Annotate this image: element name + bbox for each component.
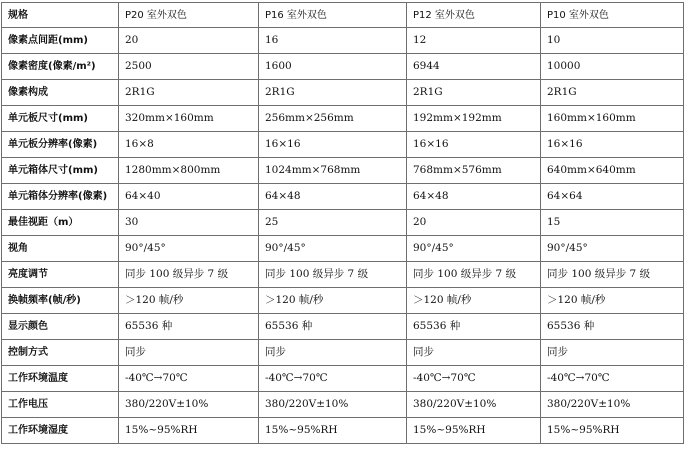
p16-value-cell: ＞120 帧/秒 [259,288,407,314]
p20-value-cell: 2500 [119,54,259,80]
p16-value-cell: 90°/45° [259,236,407,262]
p20-value-cell: 64×40 [119,184,259,210]
p12-value-cell: ＞120 帧/秒 [407,288,541,314]
p12-value-cell: 12 [407,28,541,54]
p10-value-cell: 同步 100 级异步 7 级 [541,262,684,288]
p10-value-cell: 90°/45° [541,236,684,262]
p10-value-cell: -40℃→70℃ [541,366,684,392]
p20-value-cell: 30 [119,210,259,236]
spec-label-cell: 控制方式 [2,340,119,366]
spec-label-cell: 亮度调节 [2,262,119,288]
p16-value-cell: 256mm×256mm [259,106,407,132]
p16-value-cell: 1600 [259,54,407,80]
p20-value-cell: 1280mm×800mm [119,158,259,184]
p12-value-cell: 64×48 [407,184,541,210]
table-row [2,288,684,314]
p12-value-cell: 768mm×576mm [407,158,541,184]
p20-value-cell: 16×8 [119,132,259,158]
spec-label-cell: 最佳视距（m） [2,210,119,236]
p12-value-cell: 15%~95%RH [407,418,541,444]
p12-value-cell: 同步 [407,340,541,366]
spec-label-cell: 工作环境湿度 [2,418,119,444]
spec-label-cell: 单元板尺寸(mm) [2,106,119,132]
p20-value-cell: 320mm×160mm [119,106,259,132]
p12-value-cell: 192mm×192mm [407,106,541,132]
spec-label-cell: 像素构成 [2,80,119,106]
table-row [2,54,684,80]
p10-value-cell: 15%~95%RH [541,418,684,444]
p20-value-cell: 20 [119,28,259,54]
p10-value-cell: ＞120 帧/秒 [541,288,684,314]
header-cell-spec: 规格 [2,3,119,28]
p16-value-cell: 15%~95%RH [259,418,407,444]
header-cell-p20: P20 室外双色 [119,3,259,28]
p10-value-cell: 10000 [541,54,684,80]
table-row [2,366,684,392]
table-row [2,158,684,184]
p16-value-cell: 64×48 [259,184,407,210]
spec-label-cell: 像素密度(像素/m²) [2,54,119,80]
p20-value-cell: -40℃→70℃ [119,366,259,392]
header-cell-p12: P12 室外双色 [407,3,541,28]
spec-label-cell: 工作环境温度 [2,366,119,392]
p12-value-cell: 90°/45° [407,236,541,262]
header-cell-p10: P10 室外双色 [541,3,684,28]
p16-value-cell: 1024mm×768mm [259,158,407,184]
p10-value-cell: 65536 种 [541,314,684,340]
p10-value-cell: 同步 [541,340,684,366]
p10-value-cell: 64×64 [541,184,684,210]
p10-value-cell: 10 [541,28,684,54]
p16-value-cell: 25 [259,210,407,236]
table-row [2,210,684,236]
p10-value-cell: 15 [541,210,684,236]
p20-value-cell: 380/220V±10% [119,392,259,418]
header-row [2,3,684,28]
table-row [2,392,684,418]
p12-value-cell: 20 [407,210,541,236]
spec-table-body [2,28,684,444]
p10-value-cell: 640mm×640mm [541,158,684,184]
table-row [2,80,684,106]
table-row [2,236,684,262]
spec-label-cell: 工作电压 [2,392,119,418]
p12-value-cell: 6944 [407,54,541,80]
spec-table-header [2,3,684,28]
p12-value-cell: -40℃→70℃ [407,366,541,392]
table-row [2,184,684,210]
header-cell-p16: P16 室外双色 [259,3,407,28]
spec-label-cell: 显示颜色 [2,314,119,340]
spec-label-cell: 单元箱体尺寸(mm) [2,158,119,184]
p12-value-cell: 2R1G [407,80,541,106]
p12-value-cell: 同步 100 级异步 7 级 [407,262,541,288]
spec-label-cell: 单元板分辨率(像素) [2,132,119,158]
p20-value-cell: 65536 种 [119,314,259,340]
p20-value-cell: 同步 100 级异步 7 级 [119,262,259,288]
p20-value-cell: ＞120 帧/秒 [119,288,259,314]
spec-table [1,2,684,444]
p20-value-cell: 15%~95%RH [119,418,259,444]
table-row [2,106,684,132]
table-row [2,340,684,366]
spec-label-cell: 单元箱体分辨率(像素) [2,184,119,210]
table-row [2,132,684,158]
table-row [2,28,684,54]
p16-value-cell: 380/220V±10% [259,392,407,418]
table-row [2,314,684,340]
spec-label-cell: 换帧频率(帧/秒) [2,288,119,314]
p16-value-cell: 同步 [259,340,407,366]
p12-value-cell: 65536 种 [407,314,541,340]
p10-value-cell: 380/220V±10% [541,392,684,418]
spec-label-cell: 像素点间距(mm) [2,28,119,54]
p20-value-cell: 2R1G [119,80,259,106]
p16-value-cell: 16 [259,28,407,54]
p16-value-cell: 16×16 [259,132,407,158]
p10-value-cell: 160mm×160mm [541,106,684,132]
p12-value-cell: 16×16 [407,132,541,158]
p10-value-cell: 2R1G [541,80,684,106]
p20-value-cell: 90°/45° [119,236,259,262]
p12-value-cell: 380/220V±10% [407,392,541,418]
spec-label-cell: 视角 [2,236,119,262]
p20-value-cell: 同步 [119,340,259,366]
p16-value-cell: 2R1G [259,80,407,106]
table-row [2,418,684,444]
p10-value-cell: 16×16 [541,132,684,158]
p16-value-cell: 同步 100 级异步 7 级 [259,262,407,288]
p16-value-cell: -40℃→70℃ [259,366,407,392]
p16-value-cell: 65536 种 [259,314,407,340]
table-row [2,262,684,288]
